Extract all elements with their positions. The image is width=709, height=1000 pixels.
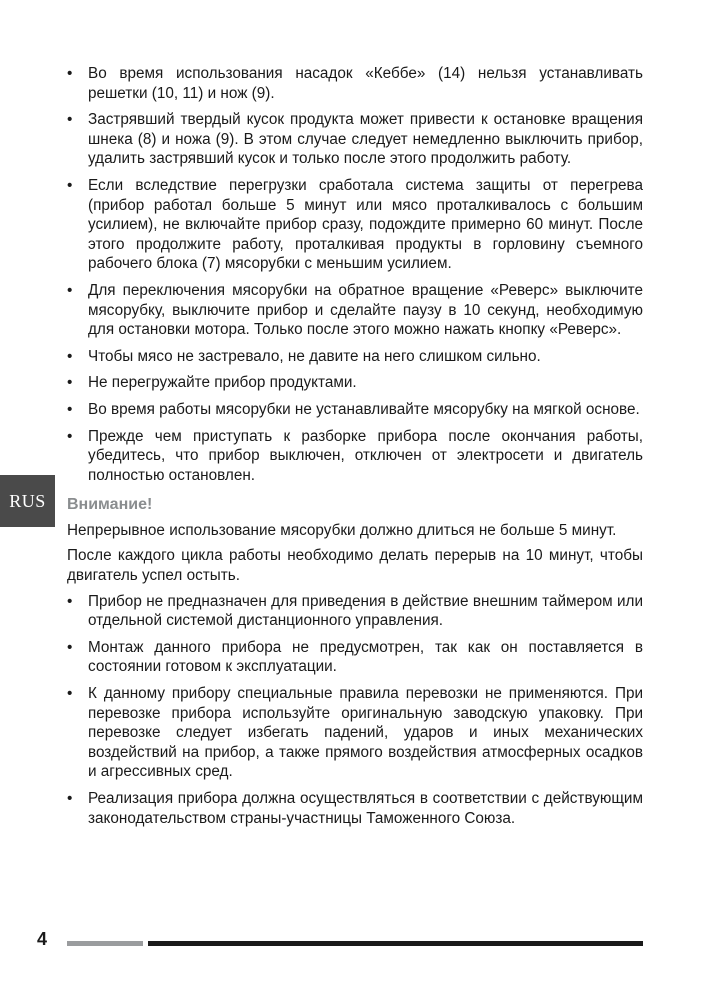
warning-paragraph: После каждого цикла работы необходимо делать перерыв на 10 минут, чтобы двигатель успел остыть. — [67, 547, 643, 585]
list-item: • Не перегружайте прибор продуктами. — [67, 373, 643, 393]
language-tab-label: RUS — [9, 490, 46, 511]
language-tab — [0, 475, 55, 527]
page-number: 4 — [37, 929, 48, 949]
list-item: • Во время работы мясорубки не устанавливайте мясорубку на мягкой основе. — [67, 400, 643, 420]
list-item: • Монтаж данного прибора не предусмотрен, так как он поставляется в состоянии готовом к эксплуатации. — [67, 638, 643, 677]
list-item: • Реализация прибора должна осуществляться в соответствии с действующим законодательством страны-участницы Таможенного Союза. — [67, 789, 643, 828]
list-item: • Застрявший твердый кусок продукта может привести к остановке вращения шнека (8) и ножа (9). В этом случае следует немедленно выключить прибор, удалить застрявший кусок и только после этого продолжить работу. — [67, 110, 643, 169]
list-item: • Прежде чем приступать к разборке прибора после окончания работы, убедитесь, что прибор выключен, отключен от электросети и двигатель полностью остановлен. — [67, 427, 643, 486]
warning-heading: Внимание! — [67, 496, 153, 514]
footer-rule-gray — [67, 941, 143, 946]
list-item: • Если вследствие перегрузки сработала система защиты от перегрева (прибор работал больше 5 минут или мясо проталкивалось с большим усилием), не включайте прибор сразу, подождите примерно 60 минут. После этого продолжите работу, проталкивая продукты в горловину съемного рабочего блока (7) мясорубки с меньшим усилием. — [67, 176, 643, 274]
page-content — [67, 64, 643, 835]
bullet-list-top — [67, 64, 643, 485]
list-item: • Прибор не предназначен для приведения в действие внешним таймером или отдельной системой дистанционного управления. — [67, 592, 643, 631]
list-item: • Чтобы мясо не застревало, не давите на него слишком сильно. — [67, 347, 643, 367]
list-item: • Во время использования насадок «Кеббе» (14) нельзя устанавливать решетки (10, 11) и нож (9). — [67, 64, 643, 103]
footer-rule-black — [148, 941, 643, 946]
list-item: • К данному прибору специальные правила перевозки не применяются. При перевозке прибора используйте оригинальную заводскую упаковку. При перевозке следует избегать падений, ударов и иных механических воздействий на прибор, а также прямого воздействия атмосферных осадков и агрессивных сред. — [67, 684, 643, 782]
bullet-list-bottom — [67, 592, 643, 829]
list-item: • Для переключения мясорубки на обратное вращение «Реверс» выключите мясорубку, выключите прибор и сделайте паузу в 10 секунд, необходимую для остановки мотора. Только после этого можно нажать кнопку «Реверс». — [67, 281, 643, 340]
warning-paragraph: Непрерывное использование мясорубки должно длиться не больше 5 минут. — [67, 521, 617, 539]
